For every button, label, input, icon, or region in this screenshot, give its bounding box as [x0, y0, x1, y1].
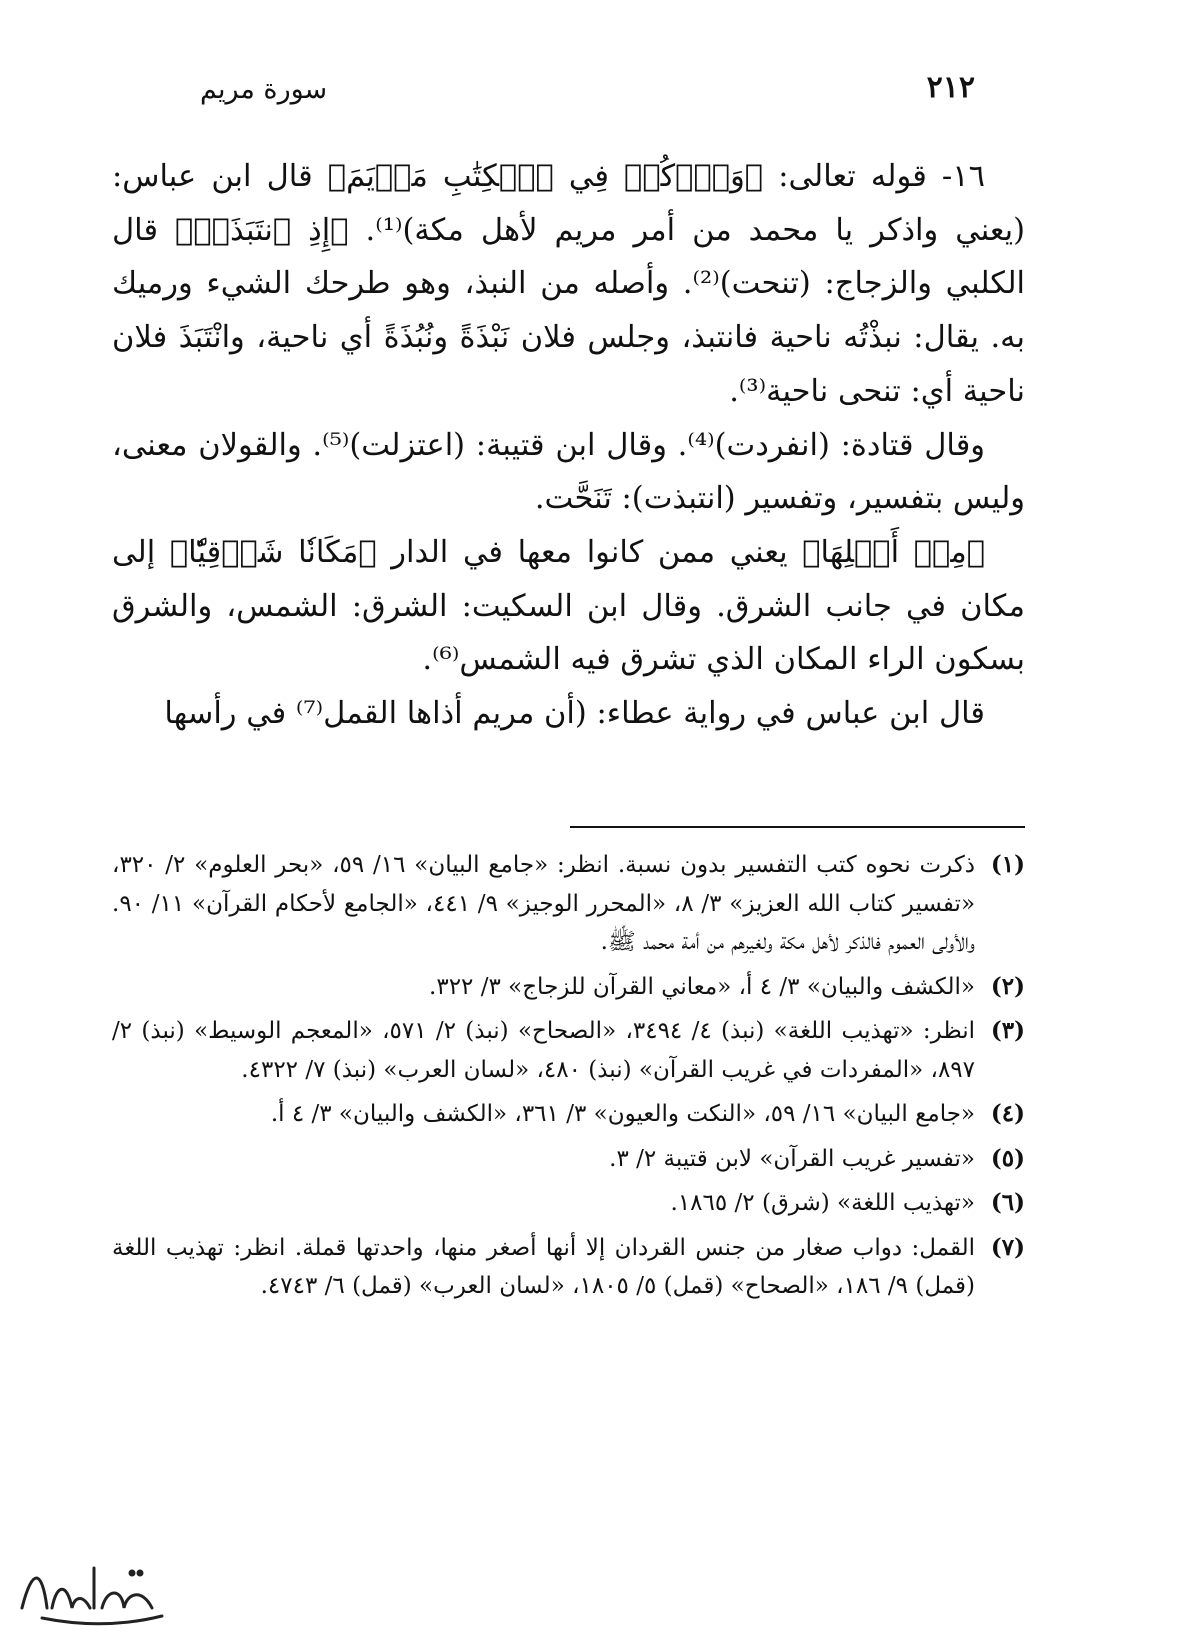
running-title: سورة مريم	[200, 74, 328, 105]
footnote-4	[112, 1095, 1025, 1134]
footnote-text: «تفسير غريب القرآن» لابن قتيبة ٢/ ٣.	[609, 1145, 975, 1172]
footnote-number: (٦)	[990, 1189, 1025, 1216]
watermark-logo	[12, 1548, 172, 1628]
footnote-7	[112, 1229, 1025, 1306]
footnote-3	[112, 1012, 1025, 1089]
footnote-divider	[570, 826, 1025, 828]
footnote-text: «تهذيب اللغة» (شرق) ٢/ ١٨٦٥.	[670, 1190, 975, 1216]
footnote-number: (٧)	[990, 1233, 1025, 1261]
page-number: ٢١٢	[926, 70, 975, 105]
footnote-number: (٥)	[990, 1144, 1025, 1172]
paragraph-1: ١٦- قوله تعالى: ﴿وَٱذۡكُرۡ فِي ٱلۡكِتَٰبِ مَرۡيَمَ﴾ قال ابن عباس: (يعني واذكر يا محمد من أمر مريم لأهل مكة)⁽¹⁾. ﴿إِذِ ٱنتَبَذَتۡ﴾ قال الكلبي والزجاج: (تنحت)⁽²⁾. وأصله من النبذ، وهو طرحك الشيء ورميك به. يقال: نبذْتُه ناحية فانتبذ، وجلس فلان نَبْذَةً ونُبُذَةً أي ناحية، وانْتَبَذَ فلان ناحية أي: تنحى ناحية⁽³⁾.	[112, 159, 1026, 409]
footnote-6	[112, 1184, 1025, 1223]
footnote-text: «الكشف والبيان» ٣/ ٤ أ، «معاني القرآن للزجاج» ٣/ ٣٢٢.	[429, 973, 975, 1000]
footnote-text: ذكرت نحوه كتب التفسير بدون نسبة. انظر: «جامع البيان» ١٦/ ٥٩، «بحر العلوم» ٢/ ٣٢٠، «تفسير كتاب الله العزيز» ٣/ ٨، «المحرر الوجيز» ٩/ ٤٤١، «الجامع لأحكام القرآن» ١١/ ٩٠. والأولى العموم فالذكر لأهل مكة ولغيرهم من أمة محمد ﷺ.	[112, 852, 976, 955]
footnote-2	[112, 968, 1025, 1007]
main-text	[112, 150, 1025, 741]
footnotes	[112, 846, 1025, 1312]
paragraph-4: قال ابن عباس في رواية عطاء: (أن مريم أذاها القمل⁽⁷⁾ في رأسها	[164, 696, 985, 732]
footnote-text: القمل: دواب صغار من جنس القردان إلا أنها أصغر منها، واحدتها قملة. انظر: تهذيب اللغة (قمل) ٩/ ١٨٦، «الصحاح» (قمل) ٥/ ١٨٠٥، «لسان العرب» (قمل) ٦/ ٤٧٤٣.	[112, 1234, 975, 1299]
footnote-text: «جامع البيان» ١٦/ ٥٩، «النكت والعيون» ٣/ ٣٦١، «الكشف والبيان» ٣/ ٤ أ.	[270, 1101, 975, 1127]
footnote-number: (١)	[990, 851, 1025, 878]
footnote-number: (٤)	[990, 1100, 1025, 1127]
footnote-number: (٣)	[990, 1017, 1025, 1044]
footnote-number: (٢)	[990, 972, 1025, 1000]
footnote-5	[112, 1140, 1025, 1179]
page-header	[200, 70, 975, 120]
paragraph-2: وقال قتادة: (انفردت)⁽⁴⁾. وقال ابن قتيبة: (اعتزلت)⁽⁵⁾. والقولان معنى، وليس بتفسير، وتفسير (انتبذت): تَنَحَّت.	[112, 427, 1025, 517]
paragraph-3: ﴿مِنۡ أَهۡلِهَا﴾ يعني ممن كانوا معها في الدار ﴿مَكَانٗا شَرۡقِيّٗا﴾ إلى مكان في جانب الشرق. وقال ابن السكيت: الشرق: الشمس، والشرق بسكون الراء المكان الذي تشرق فيه الشمس⁽⁶⁾.	[112, 534, 1025, 678]
footnote-1	[112, 846, 1025, 962]
footnote-text: انظر: «تهذيب اللغة» (نبذ) ٤/ ٣٤٩٤، «الصحاح» (نبذ) ٢/ ٥٧١، «المعجم الوسيط» (نبذ) ٢/ ٨٩٧، «المفردات في غريب القرآن» (نبذ) ٤٨٠، «لسان العرب» (نبذ) ٧/ ٤٣٢٢.	[112, 1018, 976, 1083]
